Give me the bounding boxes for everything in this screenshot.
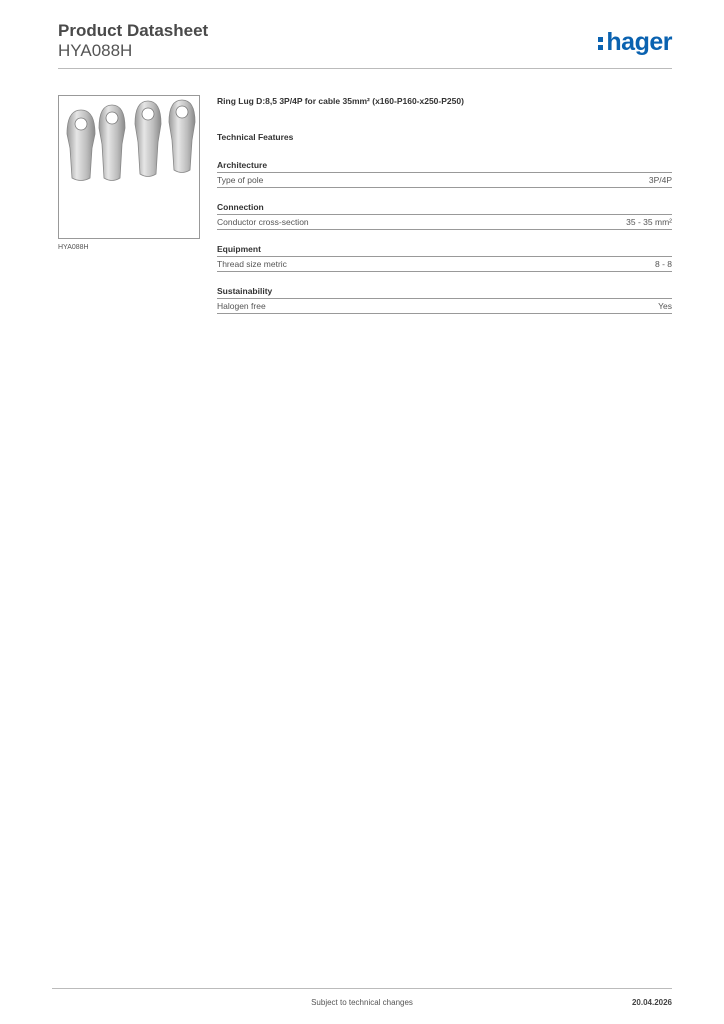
section-architecture xyxy=(217,160,672,188)
page-header xyxy=(58,20,672,70)
section-equipment xyxy=(217,244,672,272)
feature-value: Yes xyxy=(658,301,672,311)
section-title: Equipment xyxy=(217,244,672,257)
section-sustainability xyxy=(217,286,672,314)
image-caption: HYA088H xyxy=(58,244,89,251)
ring-lug-4 xyxy=(169,100,195,173)
logo-text: hager xyxy=(606,28,672,56)
feature-value: 35 - 35 mm² xyxy=(626,217,672,227)
feature-row xyxy=(217,257,672,272)
section-title: Architecture xyxy=(217,160,672,173)
footer-divider xyxy=(52,988,672,989)
feature-label: Type of pole xyxy=(217,175,264,185)
ring-lug-1 xyxy=(67,110,95,181)
section-connection xyxy=(217,202,672,230)
page-title: Product Datasheet xyxy=(58,21,209,40)
feature-row xyxy=(217,173,672,188)
logo-dots-icon xyxy=(598,35,604,51)
feature-label: Halogen free xyxy=(217,301,266,311)
technical-features-title: Technical Features xyxy=(217,132,294,142)
section-title: Sustainability xyxy=(217,286,672,299)
ring-lug-3 xyxy=(135,101,161,177)
feature-label: Conductor cross-section xyxy=(217,217,309,227)
feature-row xyxy=(217,215,672,230)
feature-label: Thread size metric xyxy=(217,259,287,269)
product-description: Ring Lug D:8,5 3P/4P for cable 35mm² (x160-P160-x250-P250) xyxy=(217,96,464,106)
hager-logo xyxy=(598,28,672,57)
header-divider xyxy=(58,68,672,69)
product-code: HYA088H xyxy=(58,41,133,60)
feature-value: 8 - 8 xyxy=(654,259,672,269)
product-details xyxy=(217,96,672,328)
feature-value: 3P/4P xyxy=(648,175,672,185)
footer-date: 20.04.2026 xyxy=(631,998,672,1007)
section-title: Connection xyxy=(217,202,672,215)
feature-row xyxy=(217,299,672,314)
ring-lug-2 xyxy=(99,105,125,181)
product-image xyxy=(58,95,200,239)
footer-note: Subject to technical changes xyxy=(311,998,413,1007)
ring-lugs-illustration xyxy=(59,96,199,238)
